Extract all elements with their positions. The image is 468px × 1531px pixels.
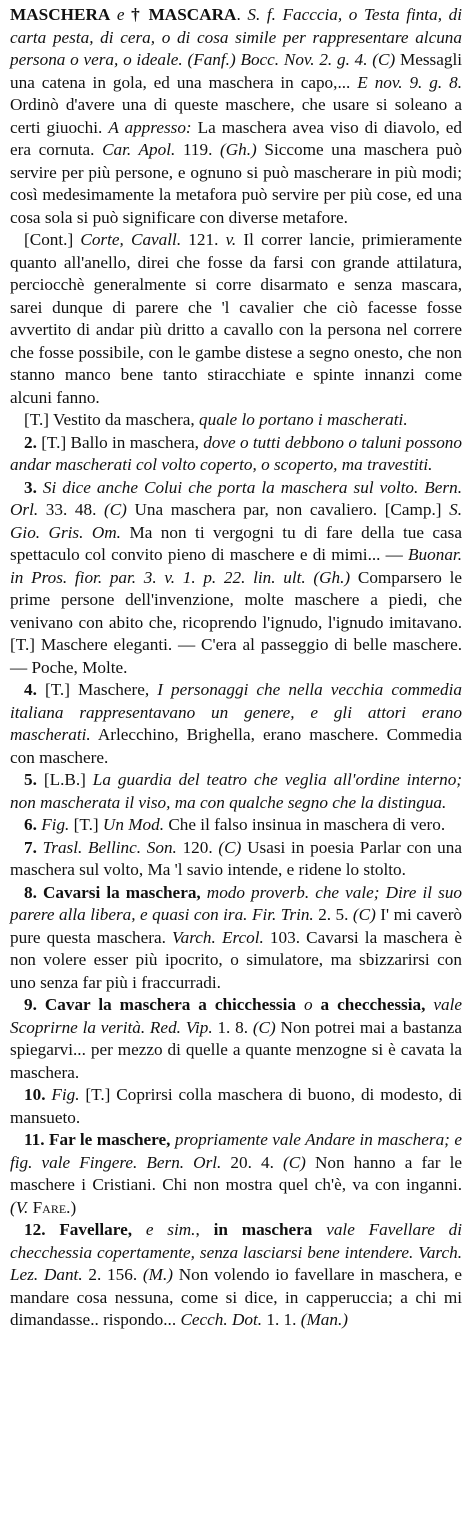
entry-text-run: Usasi in poesia Parlar con una maschera sul volto, Ma 'l savio intende, e ridene lo stolto. <box>10 837 462 879</box>
entry-italic-run: (C) <box>282 1152 306 1172</box>
entry-italic-run: (V. <box>10 1197 33 1217</box>
entry-italic-run: I personaggi che nella vecchia commedia italiana rappresentavano un genere, e gli attori erano mascherati. <box>10 680 462 744</box>
entry-italic-run: (C) <box>252 1017 276 1037</box>
entry-italic-run: (Gh.) <box>220 140 257 159</box>
entry-sense-paragraph <box>10 1219 462 1332</box>
entry-bold-run: 7. <box>24 837 43 857</box>
entry-sense-paragraph <box>10 432 462 477</box>
entry-bold-run: 9. <box>24 995 45 1014</box>
entry-italic-run: Trasl. Bellinc. Son. <box>42 837 177 857</box>
entry-text-run: Il correr lancie, primieramente quanto all'anello, direi che fosse da farsi con grande attilatura, perciocchè generalmente si corre disarmato e senza mascara, sarei dunque di parere che 'l cavalier che ciò facesse fosse avvertito di andar più dritto a cavallo con la persona nel correre che fosse possibile, con le gambe distese a segno onesto, che non stanno manco bene tanto stiracchiate e spinte innanzi come alcuni fanno. <box>10 230 463 407</box>
entry-italic-run: Si dice anche Colui che porta la maschera sul volto. Bern. Orl. <box>10 477 462 519</box>
entry-sense-paragraph <box>10 477 462 680</box>
entry-bold-run: Cavarsi la maschera, <box>42 882 201 902</box>
entry-text-run: Una maschera par, non cavaliero. [Camp.] <box>126 500 450 519</box>
entry-bold-run: 8. <box>24 882 43 902</box>
entry-sense-paragraph <box>10 1084 462 1129</box>
entry-italic-run: Buonar. in Pros. fior. par. 3. v. 1. p. 22. lin. ult. (Gh.) <box>10 545 462 587</box>
entry-text-run: Maschere, <box>69 680 158 699</box>
entry-text-run: Non volendo io favellare in maschera, e mandare cosa nessuna, come si dice, in capperuccia; a chi mi dimandasse.. rispondo... <box>10 1265 462 1329</box>
entry-text-run: 120. <box>176 837 219 857</box>
entry-italic-run: dove o tutti debbono o taluni possono andar mascherati col volto coperto, o scoperto, ma travestiti. <box>10 432 462 474</box>
entry-bold-run: a checchessia, <box>320 995 426 1014</box>
entry-smallcaps-run: Fare <box>32 1197 67 1217</box>
entry-sense-paragraph <box>10 1129 462 1219</box>
entry-bold-run: Cavar la maschera a chicchessia <box>44 995 296 1014</box>
entry-italic-run: vale Favellare di checchessia copertamente, senza lasciarsi bene intendere. Varch. Lez. Dant. <box>10 1220 463 1284</box>
entry-italic-run: (Man.) <box>300 1310 348 1329</box>
entry-bold-run: 11. <box>24 1130 50 1149</box>
entry-italic-run: Fig. <box>41 815 70 834</box>
entry-smallcaps-run: [T.] <box>44 680 70 699</box>
entry-italic-run: Varch. Ercol. <box>172 927 264 947</box>
entry-text-run: Che il falso insinua in maschera di vero. <box>164 815 446 834</box>
entry-sense-paragraph <box>10 769 462 814</box>
entry-italic-run: Corte, Cavall. <box>80 230 182 249</box>
entry-italic-run: v. <box>225 230 237 249</box>
entry-text-run: 103. Cavarsi la maschera è non volere esser più ipocrito, o simulatore, ma sbizzarirsi con uno senza far più i fraccurradi. <box>10 927 462 992</box>
entry-text-run: Siccome una maschera può servire per più persone, e ognuno si può mascherare in più modi; così medesimamente la metafora può servire per più cose, ed una cosa sola si può significare con diverse metafore. <box>10 140 462 227</box>
entry-italic-run: propriamente vale Andare in maschera; e fig. vale Fingere. Bern. Orl. <box>10 1130 462 1172</box>
entry-text-run: Messagli una catena in gola, ed una maschera in capo,... <box>10 50 463 92</box>
entry-italic-run: A appresso: <box>108 117 192 137</box>
entry-bold-run: in maschera <box>213 1220 313 1239</box>
entry-text-run: Ordinò d'avere una di queste maschere, che usare si soleano a certi giuochi. <box>10 95 462 137</box>
entry-text-run: I' mi caverò pure questa maschera. <box>10 905 463 947</box>
entry-bold-run: 5. <box>24 770 44 789</box>
entry-bold-run: 4. <box>24 680 45 699</box>
entry-bold-run: Favellare, <box>59 1220 133 1239</box>
entry-text-run: 119. <box>175 140 221 159</box>
entry-headword-variant: † MASCARA <box>131 5 237 24</box>
entry-italic-run: modo proverb. che vale; Dire il suo parere alla libera, e quasi con ira. Fir. Trin. <box>10 882 463 924</box>
entry-text-run: Non potrei mai a bastanza spiegarvi... per mezzo di quelle a quante menzogne si è cavata la maschera. <box>10 1017 462 1082</box>
entry-smallcaps-run: [T.] <box>10 635 35 654</box>
entry-text-run: 2. 156. <box>82 1265 143 1284</box>
entry-italic-run: Facccia, o Testa finta, di carta pesta, di cera, o di cosa simile per rappresentare alcuna persona o vera, o ideale. (Fanf.) <box>10 5 462 69</box>
entry-text-run: [T.] Coprirsi colla maschera di buono, di modesto, di mansueto. <box>10 1085 462 1127</box>
entry-text-run: , <box>195 1220 214 1239</box>
entry-bold-run: 12. <box>24 1220 60 1239</box>
entry-italic-run: e sim. <box>132 1220 196 1239</box>
entry-bold-run: 3. <box>24 477 43 497</box>
entry-text-run: Ballo in maschera, <box>66 432 204 452</box>
entry-sense-paragraph <box>10 994 462 1084</box>
entry-italic-run: S. f. <box>247 5 276 24</box>
entry-text-run: 2. 5. <box>313 905 353 924</box>
entry-sense-paragraph <box>10 229 462 409</box>
entry-italic-run: (C) <box>218 837 242 857</box>
entry-text-run: 20. 4. <box>221 1152 283 1172</box>
entry-text-run: 121. <box>181 230 226 249</box>
entry-text-run: Ma non ti vergogni tu di fare della tue casa spettaculo col convito pieno di maschere e di mimi... — <box>10 522 462 564</box>
entry-italic-run: Car. Apol. <box>102 140 176 159</box>
entry-text-run: 33. 48. <box>38 500 104 519</box>
entry-italic-run: vale Scoprirne la verità. Red. Vip. <box>10 995 462 1037</box>
entry-italic-run: Un Mod. <box>102 815 165 834</box>
entry-text-run: Vestito da maschera, <box>48 410 199 429</box>
entry-sense-paragraph <box>10 679 462 769</box>
entry-italic-run: (C) <box>103 500 127 519</box>
entry-italic-run: La guardia del teatro che veglia all'ordine interno; non mascherata il viso, ma con qualche segno che la distingua. <box>10 770 463 812</box>
entry-bold-run: 10. <box>24 1085 52 1104</box>
entry-sense-paragraph <box>10 409 462 432</box>
entry-text-run: [T.] <box>69 815 103 834</box>
entry-italic-run: (C) <box>352 905 376 924</box>
entry-smallcaps-run: [T.] <box>41 432 67 452</box>
entry-bold-run: 6. <box>24 815 42 834</box>
entry-bold-run: Far le maschere, <box>49 1130 171 1149</box>
entry-italic-run: Cecch. Dot. <box>180 1310 263 1329</box>
entry-text-run: Arlecchino, Brighella, erano maschere. Commedia con maschere. <box>10 725 462 767</box>
entry-text-run: [Cont.] <box>24 230 81 249</box>
entry-text-run: Comparsero le prime persone dell'invenzione, molte maschere a piedi, che venivano con abito che, ricoprendo l'ignudo, l'ignudo imitavano. <box>10 567 462 632</box>
entry-text-run: Non hanno a far le maschere i Cristiani. Chi non mostra quel ch'è, va con inganni. <box>10 1152 463 1194</box>
entry-italic-run: E nov. 9. g. 8. <box>357 72 462 92</box>
entry-sense-paragraph <box>10 882 462 995</box>
entry-italic-run: quale lo portano i mascherati. <box>199 410 408 429</box>
entry-text-run: 1. 1. <box>262 1310 301 1329</box>
entry-text-run: .) <box>66 1197 77 1217</box>
entry-text-run: Maschere eleganti. — C'era al passeggio di belle maschere. — Poche, Molte. <box>10 635 462 677</box>
entry-sense-paragraph <box>10 837 462 882</box>
entry-headword: MASCHERA <box>10 5 111 24</box>
entry-italic-run: S. Gio. Gris. Om. <box>10 500 462 542</box>
entry-definition-paragraph <box>10 4 462 229</box>
entry-text-run: . <box>236 5 248 24</box>
entry-smallcaps-run: [T.] <box>24 410 49 429</box>
entry-italic-run: Bocc. Nov. 2. g. 4. (C) <box>235 50 396 69</box>
dictionary-entry-maschera <box>10 4 462 1332</box>
entry-italic-run: e <box>110 5 132 24</box>
entry-text-run: La maschera avea viso di diavolo, ed era cornuta. <box>10 117 463 159</box>
entry-italic-run: (M.) <box>142 1265 173 1284</box>
entry-sense-paragraph <box>10 814 462 837</box>
entry-italic-run: o <box>296 995 321 1014</box>
entry-bold-run: 2. <box>24 432 42 452</box>
entry-italic-run: Fig. <box>51 1085 80 1104</box>
entry-text-run: [L.B.] <box>43 770 86 789</box>
entry-text-run: 1. 8. <box>212 1017 253 1037</box>
